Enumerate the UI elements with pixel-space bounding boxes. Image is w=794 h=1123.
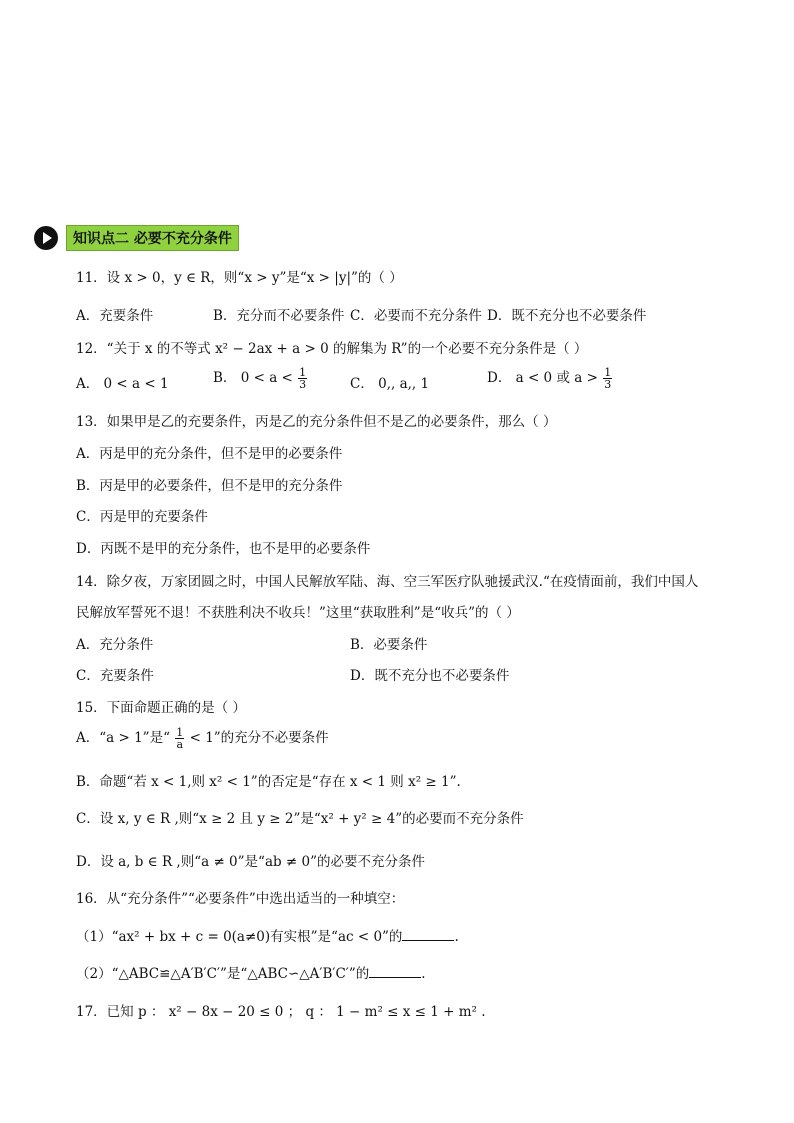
q16-part2: （2）“△ABC≌△A′B′C′”是“△ABC∽△A′B′C′”的 .	[76, 966, 426, 982]
answer-blank[interactable]	[369, 965, 421, 978]
q15-stem: 15．下面命题正确的是（ ）	[76, 700, 246, 716]
q12-option-d-text: D． a < 0 或 a >	[487, 370, 598, 386]
q16-part2-text: （2）“△ABC≌△A′B′C′”是“△ABC∽△A′B′C′”的	[76, 966, 370, 982]
fraction: $\frac{1}{3}$	[604, 366, 612, 391]
q16-part1-text: （1）“ax² + bx + c = 0(a≠0)有实根”是“ac < 0”的	[76, 929, 403, 945]
q11-option-c: C．必要而不充分条件	[350, 308, 482, 324]
q12-option-d	[487, 366, 613, 390]
q11-option-d: D．既不充分也不必要条件	[487, 308, 647, 324]
q14-stem-line1: 14．除夕夜，万家团圆之时，中国人民解放军陆、海、空三军医疗队驰援武汉.“在疫情面前，我们中国人	[76, 574, 699, 590]
answer-blank[interactable]	[402, 928, 454, 941]
q15-option-c: C．设 x, y ∈ R ,则“x ≥ 2 且 y ≥ 2”是“x² + y² ≥ 4”的必要而不充分条件	[76, 811, 524, 827]
q13-option-b: B．丙是甲的必要条件，但不是甲的充分条件	[76, 478, 343, 494]
q13-option-a: A．丙是甲的充分条件，但不是甲的必要条件	[76, 446, 343, 462]
q15-option-a-pre: A．“a > 1”是“	[76, 730, 170, 746]
q15-option-a	[76, 726, 329, 750]
q11-stem: 11．设 x > 0，y ∈ R，则“x > y”是“x > |y|”的（ ）	[76, 270, 403, 286]
fraction: $\frac{1}{3}$	[299, 366, 307, 391]
q14-option-a: A．充分条件	[76, 637, 154, 653]
q15-option-a-post: < 1”的充分不必要条件	[189, 730, 329, 746]
q13-stem: 13．如果甲是乙的充要条件，丙是乙的充分条件但不是乙的必要条件，那么（ ）	[76, 414, 557, 430]
q15-option-b: B．命题“若 x < 1,则 x² < 1”的否定是“存在 x < 1 则 x² ≥ 1”.	[76, 774, 461, 790]
q11-option-a: A．充要条件	[76, 308, 154, 324]
q16-stem: 16．从“充分条件”“必要条件”中选出适当的一种填空：	[76, 891, 405, 907]
q14-option-d: D．既不充分也不必要条件	[350, 668, 510, 684]
section-title: 知识点二 必要不充分条件	[66, 225, 239, 251]
q11-option-b: B．充分而不必要条件	[213, 308, 345, 324]
q12-option-b	[213, 366, 308, 390]
section-header	[34, 226, 239, 250]
q17-stem: 17．已知 p ： x² − 8x − 20 ≤ 0 ； q ： 1 − m² ≤ x ≤ 1 + m² .	[76, 1004, 486, 1020]
q14-option-c: C．充要条件	[76, 668, 154, 684]
q12-stem: 12．“关于 x 的不等式 x² − 2ax + a > 0 的解集为 R”的一个必要不充分条件是（ ）	[76, 341, 588, 357]
q12-option-a: A． 0 < a < 1	[76, 376, 169, 392]
q16-part1: （1）“ax² + bx + c = 0(a≠0)有实根”是“ac < 0”的 .	[76, 929, 459, 945]
q14-stem-line2: 民解放军誓死不退！不获胜利决不收兵！”这里“获取胜利”是“收兵”的（ ）	[76, 605, 520, 621]
q15-option-d: D．设 a, b ∈ R ,则“a ≠ 0”是“ab ≠ 0”的必要不充分条件	[76, 854, 426, 870]
fraction: $\frac{1}{a}$	[176, 726, 184, 751]
play-arrow-icon	[34, 226, 58, 250]
q12-option-c: C． 0,, a,, 1	[350, 376, 430, 392]
q13-option-d: D．丙既不是甲的充分条件，也不是甲的必要条件	[76, 541, 371, 557]
q13-option-c: C．丙是甲的充要条件	[76, 509, 208, 525]
q12-option-b-text: B． 0 < a <	[213, 370, 293, 386]
q14-option-b: B．必要条件	[350, 637, 428, 653]
